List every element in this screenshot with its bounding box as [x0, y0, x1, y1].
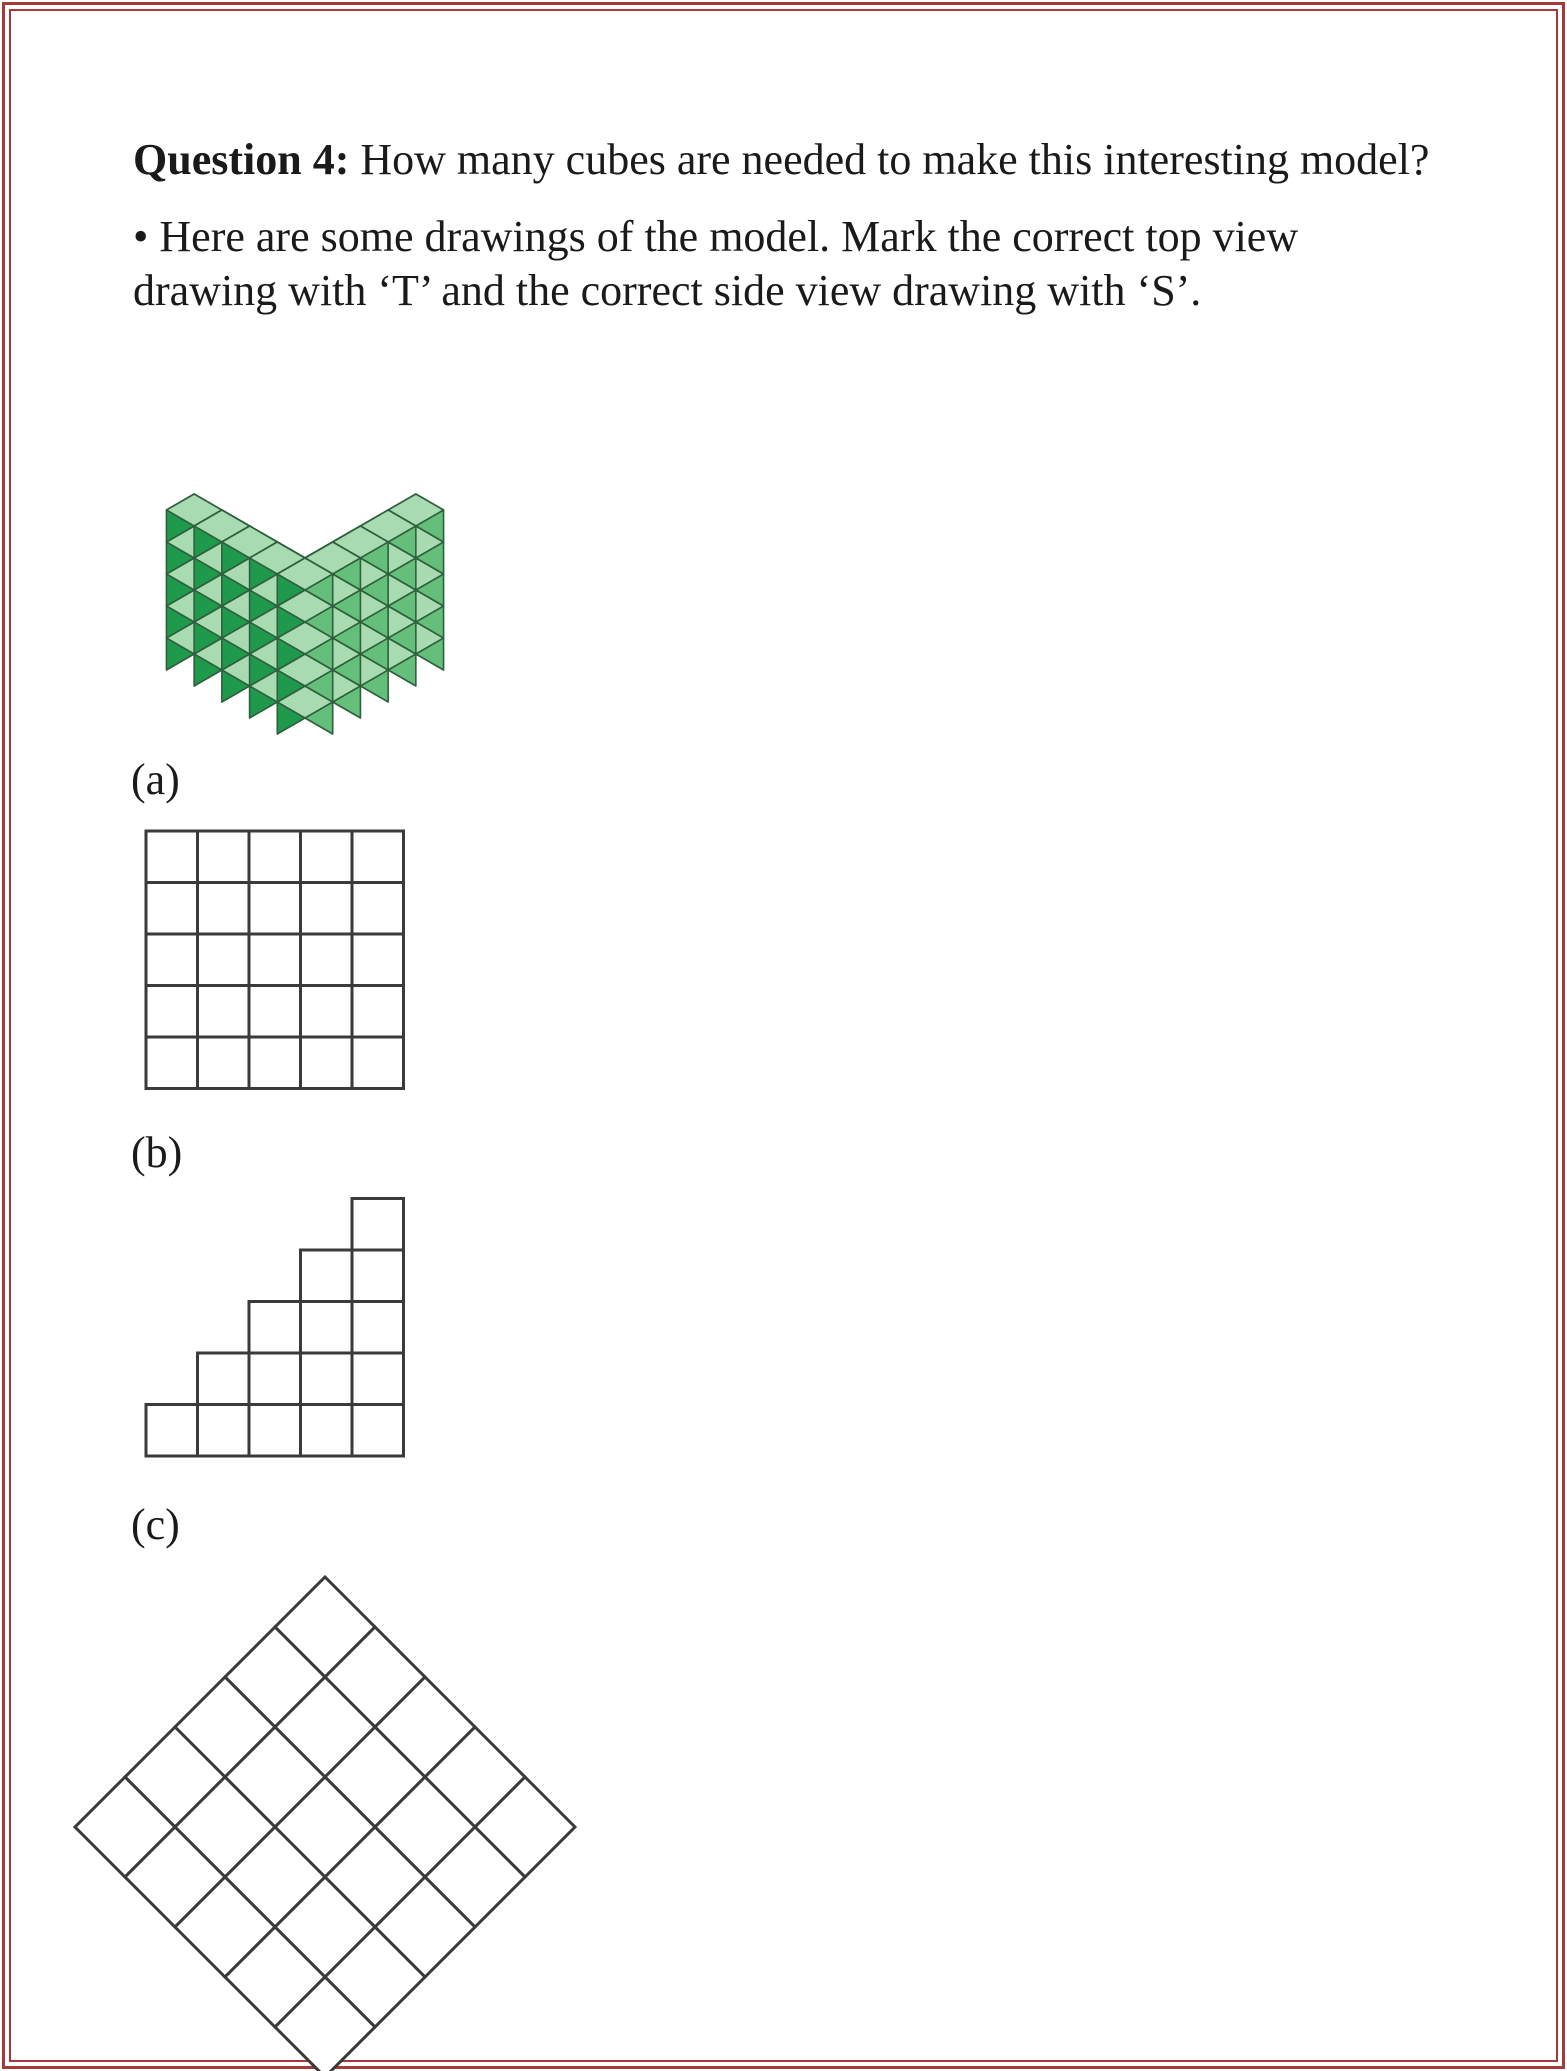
grid-cell	[352, 934, 404, 986]
instruction	[133, 210, 1453, 318]
grid-cell	[301, 1037, 353, 1089]
grid-cell	[198, 1353, 250, 1405]
grid-cell	[146, 934, 198, 986]
option-a-label: (a)	[131, 755, 180, 804]
grid-cell	[301, 986, 353, 1038]
grid-cell	[352, 1199, 404, 1251]
grid-cell	[198, 883, 250, 935]
grid-cell	[249, 883, 301, 935]
grid-cell	[146, 831, 198, 883]
grid-cell	[249, 1353, 301, 1405]
grid-cell	[198, 986, 250, 1038]
grid-cell	[352, 1302, 404, 1354]
grid-cell	[198, 831, 250, 883]
bullet-icon: •	[133, 212, 149, 261]
grid-cell	[301, 883, 353, 935]
grid-cell	[352, 1037, 404, 1089]
grid-cell	[301, 1353, 353, 1405]
question-text: How many cubes are needed to make this interesting model?	[360, 135, 1430, 184]
grid-cell	[146, 1405, 198, 1457]
grid-cell	[249, 1302, 301, 1354]
grid-cell	[301, 1302, 353, 1354]
grid-cell	[249, 831, 301, 883]
grid-cell	[301, 1250, 353, 1302]
grid-cell	[352, 1250, 404, 1302]
grid-cell	[146, 1037, 198, 1089]
grid-cell	[352, 883, 404, 935]
grid-cell	[301, 934, 353, 986]
grid-cell	[249, 1405, 301, 1457]
question-line	[133, 132, 1429, 188]
grid-cell	[352, 1353, 404, 1405]
grid-cell	[249, 1037, 301, 1089]
grid-cell	[146, 883, 198, 935]
cube-model-figure	[135, 340, 475, 720]
option-a-grid-drawing	[140, 825, 410, 1090]
grid-cell	[198, 1037, 250, 1089]
question-label: Question 4:	[133, 135, 350, 184]
grid-cell	[301, 1405, 353, 1457]
grid-cell	[352, 831, 404, 883]
option-c-diagonal-drawing	[140, 1565, 520, 1875]
grid-cell	[146, 986, 198, 1038]
option-b-label: (b)	[131, 1128, 183, 1177]
grid-cell	[301, 831, 353, 883]
grid-cell	[198, 1405, 250, 1457]
instruction-text: Here are some drawings of the model. Mark the correct top view drawing with ‘T’ and the correct side view drawing with ‘S’.	[133, 212, 1299, 315]
option-b-staircase-drawing	[140, 1198, 410, 1463]
option-c-label: (c)	[131, 1500, 180, 1549]
grid-cell	[249, 934, 301, 986]
grid-cell	[352, 986, 404, 1038]
grid-cell	[352, 1405, 404, 1457]
grid-cell	[249, 986, 301, 1038]
grid-cell	[198, 934, 250, 986]
